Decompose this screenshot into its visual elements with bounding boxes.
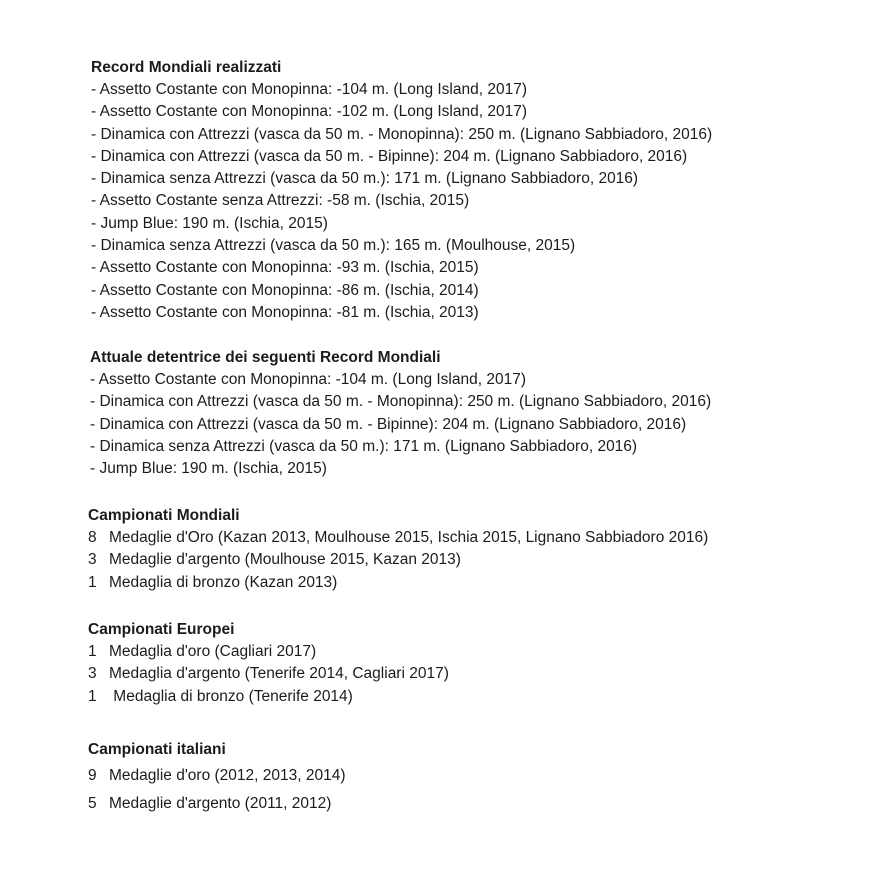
- records-set-section: [91, 57, 851, 324]
- medal-row: [88, 663, 848, 685]
- medal-row: [88, 686, 848, 708]
- records-held-item: - Dinamica senza Attrezzi (vasca da 50 m.): 171 m. (Lignano Sabbiadoro, 2016): [90, 437, 638, 455]
- records-held-section: [90, 347, 850, 480]
- world-championships-title: Campionati Mondiali: [88, 507, 240, 524]
- european-championships-title: Campionati Europei: [88, 621, 235, 638]
- records-held-item: - Jump Blue: 190 m. (Ischia, 2015): [90, 460, 327, 478]
- medal-description: Medaglie d'argento (2011, 2012): [109, 795, 332, 812]
- records-set-item: - Assetto Costante con Monopinna: -86 m. (Ischia, 2014): [91, 281, 479, 299]
- medal-description: Medaglia d'argento (Tenerife 2014, Cagliari 2017): [109, 665, 449, 683]
- world-championships-section: [88, 505, 848, 594]
- records-set-item: - Dinamica senza Attrezzi (vasca da 50 m.): 165 m. (Moulhouse, 2015): [91, 237, 576, 255]
- european-championships-section: [88, 619, 848, 708]
- medal-count: 8: [88, 529, 97, 546]
- medal-count: 1: [88, 643, 97, 660]
- records-set-item: - Assetto Costante con Monopinna: -93 m. (Ischia, 2015): [91, 259, 479, 277]
- medal-row: [88, 572, 848, 594]
- medal-description: Medaglia d'oro (Cagliari 2017): [109, 643, 317, 660]
- medal-row: [88, 549, 848, 571]
- medal-description: Medaglia di bronzo (Kazan 2013): [109, 573, 338, 591]
- records-set-title: Record Mondiali realizzati: [91, 59, 282, 76]
- records-set-item: - Assetto Costante con Monopinna: -81 m. (Ischia, 2013): [91, 303, 479, 321]
- records-held-title: Attuale detentrice dei seguenti Record Mondiali: [90, 349, 441, 366]
- medal-row: [88, 790, 848, 818]
- medal-description: Medaglie d'Oro (Kazan 2013, Moulhouse 2015, Ischia 2015, Lignano Sabbiadoro 2016): [109, 529, 709, 546]
- records-set-item: - Assetto Costante con Monopinna: -102 m. (Long Island, 2017): [91, 103, 527, 121]
- medal-description: Medaglie d'oro (2012, 2013, 2014): [109, 767, 346, 784]
- medal-description: Medaglia di bronzo (Tenerife 2014): [109, 687, 353, 705]
- medal-row: [88, 641, 848, 663]
- records-held-item: - Dinamica con Attrezzi (vasca da 50 m. - Bipinne): 204 m. (Lignano Sabbiadoro, 2016): [90, 415, 687, 433]
- records-held-item: - Assetto Costante con Monopinna: -104 m. (Long Island, 2017): [90, 371, 526, 388]
- medal-count: 1: [88, 573, 97, 591]
- records-set-item: - Assetto Costante con Monopinna: -104 m. (Long Island, 2017): [91, 81, 527, 98]
- medal-count: 9: [88, 767, 97, 784]
- medal-description: Medaglie d'argento (Moulhouse 2015, Kazan 2013): [109, 551, 461, 569]
- records-set-item: - Dinamica senza Attrezzi (vasca da 50 m.): 171 m. (Lignano Sabbiadoro, 2016): [91, 170, 639, 188]
- medal-count: 3: [88, 551, 97, 569]
- italian-championships-title: Campionati italiani: [88, 741, 226, 758]
- medal-count: 5: [88, 795, 97, 812]
- italian-championships-section: [88, 738, 848, 818]
- records-set-item: - Dinamica con Attrezzi (vasca da 50 m. - Monopinna): 250 m. (Lignano Sabbiadoro, 2016): [91, 125, 713, 143]
- records-set-item: - Assetto Costante senza Attrezzi: -58 m. (Ischia, 2015): [91, 192, 470, 210]
- records-set-item: - Jump Blue: 190 m. (Ischia, 2015): [91, 214, 328, 232]
- medal-count: 1: [88, 687, 97, 705]
- medal-count: 3: [88, 665, 97, 683]
- records-set-item: - Dinamica con Attrezzi (vasca da 50 m. - Bipinne): 204 m. (Lignano Sabbiadoro, 2016): [91, 147, 688, 165]
- medal-row: [88, 527, 848, 549]
- medal-row: [88, 762, 848, 790]
- records-held-item: - Dinamica con Attrezzi (vasca da 50 m. - Monopinna): 250 m. (Lignano Sabbiadoro, 2016): [90, 393, 712, 411]
